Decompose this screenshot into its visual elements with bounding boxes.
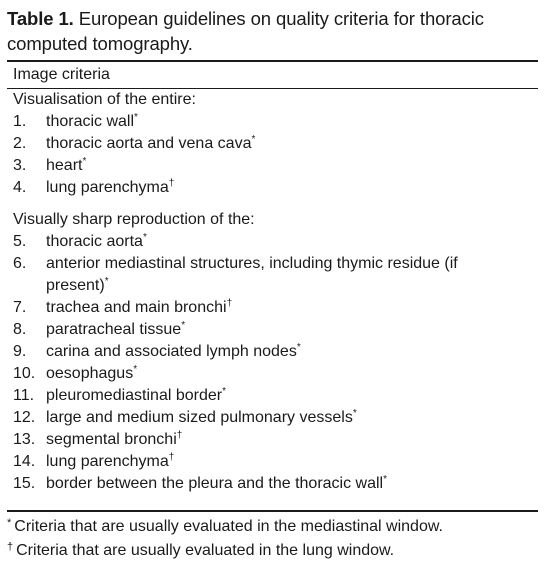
footnote-mark: * (352, 408, 357, 419)
footnote-mark: * (104, 276, 109, 287)
footnote-mark: † (226, 298, 233, 309)
list-item (46, 231, 147, 253)
item-number: 13. (13, 431, 36, 448)
list-item (46, 429, 182, 451)
item-text: heart (46, 157, 83, 174)
item-text: trachea and main bronchi (46, 299, 227, 316)
list-item-continuation (46, 275, 109, 297)
footnote-mediastinal: * Criteria that are usually evaluated in the mediastinal window. (7, 517, 443, 535)
footnote-mark: † (168, 452, 175, 463)
item-text: anterior mediastinal structures, including thymic residue (if (46, 255, 458, 272)
item-number: 2. (13, 135, 27, 152)
list-item (46, 451, 174, 473)
item-text: present) (46, 277, 105, 294)
item-text: large and medium sized pulmonary vessels (46, 409, 353, 426)
list-item (46, 319, 185, 341)
footnote-text: Criteria that are usually evaluated in the lung window. (16, 542, 395, 559)
item-text: oesophagus (46, 365, 134, 382)
item-text: segmental bronchi (46, 431, 177, 448)
column-header: Image criteria (13, 66, 110, 83)
table-caption (7, 6, 537, 56)
list-item (46, 341, 301, 363)
list-item (46, 155, 86, 177)
list-item (46, 253, 458, 275)
list-item (46, 385, 226, 407)
item-number: 9. (13, 343, 27, 360)
caption-text: European guidelines on quality criteria for thoracic computed tomography. (7, 8, 484, 54)
item-number: 14. (13, 453, 36, 470)
list-item (46, 407, 357, 429)
item-number: 11. (13, 387, 35, 404)
footnote-text: Criteria that are usually evaluated in the mediastinal window. (14, 518, 443, 535)
item-text: pleuromediastinal border (46, 387, 223, 404)
list-item (46, 473, 387, 495)
list-item (46, 111, 138, 133)
footnote-mark: * (82, 156, 87, 167)
footnote-mark: † (168, 178, 175, 189)
item-number: 1. (13, 113, 27, 130)
item-text: paratracheal tissue (46, 321, 182, 338)
item-text: thoracic aorta (46, 233, 143, 250)
item-text: thoracic wall (46, 113, 135, 130)
item-text: border between the pleura and the thoracic wall (46, 475, 384, 492)
item-text: thoracic aorta and vena cava (46, 135, 252, 152)
item-number: 3. (13, 157, 27, 174)
list-item (46, 297, 232, 319)
item-number: 10. (13, 365, 36, 382)
footnote-mark: * (251, 134, 256, 145)
footnote-mark: * (222, 386, 227, 397)
caption-label: Table 1. (7, 8, 74, 29)
footnote-mark: * (133, 364, 138, 375)
section-heading-sharp-reproduction: Visually sharp reproduction of the: (13, 211, 255, 228)
footnote-mark: * (142, 232, 147, 243)
item-number: 7. (13, 299, 27, 316)
list-item (46, 177, 174, 199)
item-number: 5. (13, 233, 27, 250)
item-number: 8. (13, 321, 27, 338)
list-item (46, 133, 255, 155)
footnote-mark: * (296, 342, 301, 353)
item-number: 4. (13, 179, 27, 196)
footnote-lung: † Criteria that are usually evaluated in the lung window. (7, 541, 395, 559)
list-item (46, 363, 137, 385)
item-number: 6. (13, 255, 27, 272)
item-text: lung parenchyma (46, 453, 169, 470)
item-number: 15. (13, 475, 36, 492)
item-number: 12. (13, 409, 36, 426)
table-top-rule (7, 60, 538, 62)
section-heading-visualisation: Visualisation of the entire: (13, 91, 196, 108)
item-text: lung parenchyma (46, 179, 169, 196)
item-text: carina and associated lymph nodes (46, 343, 297, 360)
footnote-mark: † (176, 430, 183, 441)
footnote-mark: * (181, 320, 186, 331)
footnote-mark: * (134, 112, 138, 123)
footnote-mark: * (383, 474, 388, 485)
table-bottom-rule (7, 510, 538, 512)
